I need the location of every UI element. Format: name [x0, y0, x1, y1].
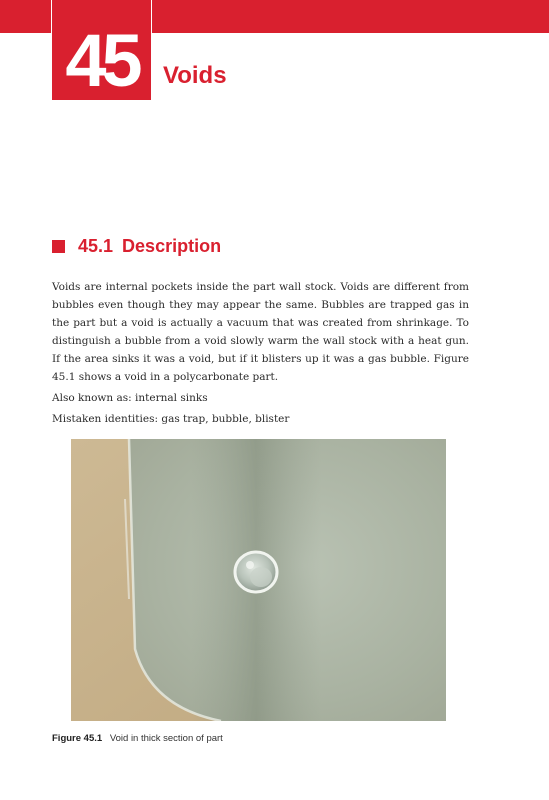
figure-photo [71, 439, 446, 721]
paragraph-description: Voids are internal pockets inside the part wall stock. Voids are different from bubbles even though they may appear the same. Bubbles are trapped gas in the part but a void is actually a vacuum that was created from shrinkage. To distinguish a bubble from a void slowly warm the wall stock with a heat gun. If the area sinks it was a void, but if it blisters up it was a gas bubble. Figure 45.1 shows a void in a polycarbonate part. [52, 281, 469, 383]
figure-caption-text: Void in thick section of part [109, 733, 223, 744]
section-heading [52, 236, 221, 257]
section-number: 45.1 [78, 236, 114, 256]
section-bullet-icon [52, 240, 65, 253]
paragraph-mistaken: Mistaken identities: gas trap, bubble, blister [52, 413, 290, 425]
void-photo-illustration [71, 439, 446, 721]
figure-caption [52, 733, 223, 744]
body-text [52, 278, 469, 431]
chapter-number: 45 [65, 19, 138, 102]
paragraph-also-known: Also known as: internal sinks [52, 392, 208, 404]
chapter-number-box [51, 0, 152, 100]
chapter-title: Voids [163, 62, 227, 89]
figure-label: Figure 45.1 [52, 733, 103, 744]
section-title: Description [122, 236, 222, 256]
